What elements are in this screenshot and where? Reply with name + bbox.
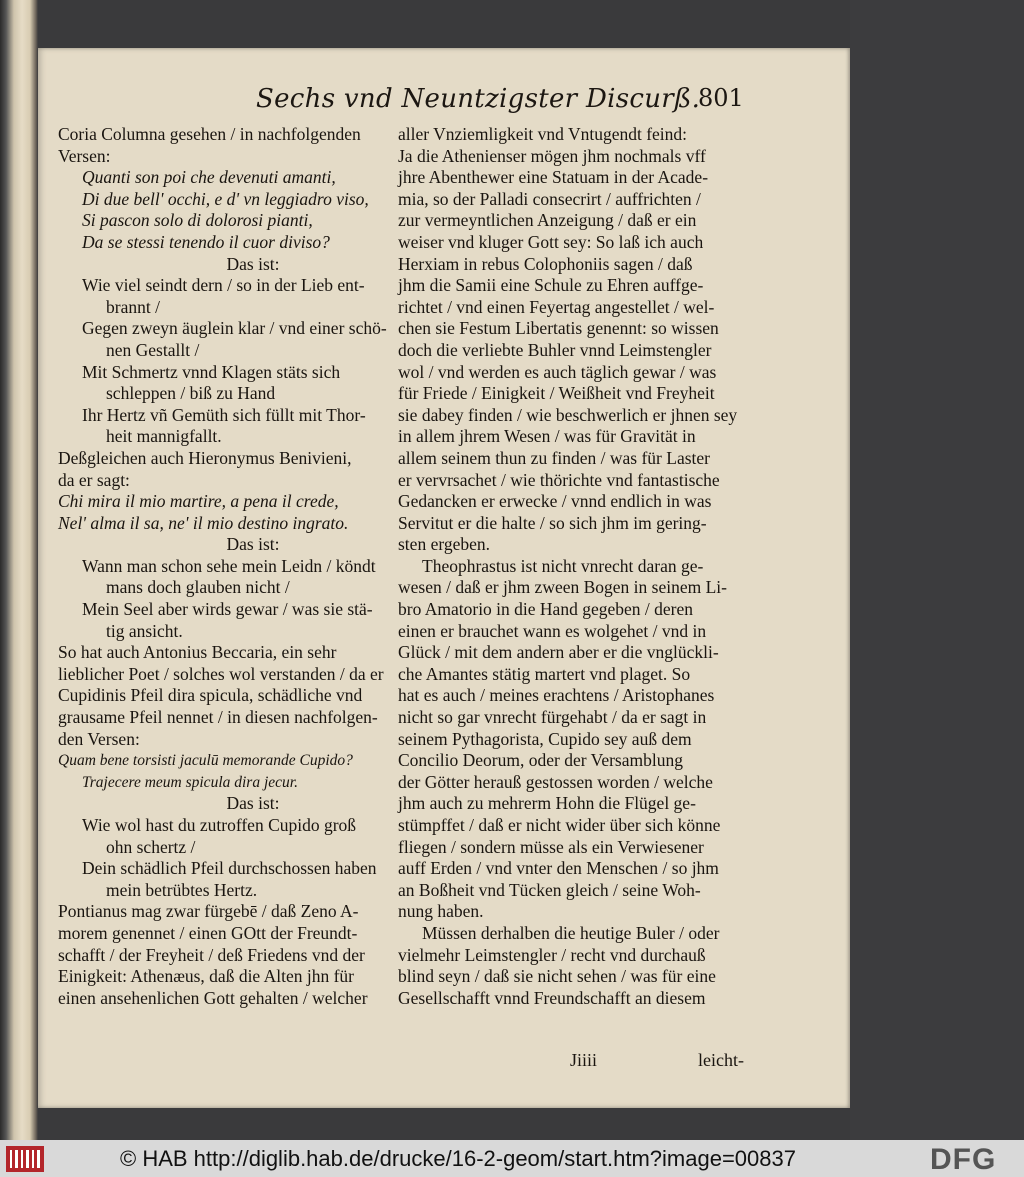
text-line: einen er brauchet wann es wolgehet / vnd in — [398, 620, 707, 641]
footer-bar — [0, 1140, 1024, 1177]
verse-line: Si pascon solo di dolorosi pianti, — [82, 210, 313, 231]
right-text-column — [398, 124, 738, 1009]
verse-line: Gegen zweyn äuglein klar / vnd einer schö- — [82, 318, 387, 339]
text-line: stümpffet / daß er nicht wider über sich könne — [398, 815, 721, 835]
verse-line: Dein schädlich Pfeil durchschossen haben — [82, 858, 377, 879]
text-line: nicht so gar vnrecht fürgehabt / da er sagt in — [398, 707, 707, 728]
verse-line: brannt / — [106, 296, 160, 317]
running-title: Sechs vnd Neuntzigster Discurß. — [256, 84, 701, 114]
text-line: Müssen derhalben die heutige Buler / oder — [422, 922, 720, 943]
verse-line: Mit Schmertz vnnd Klagen stäts sich — [82, 361, 341, 382]
text-line: der Götter herauß gestossen worden / welche — [398, 771, 713, 792]
section-label: Das ist: — [226, 253, 280, 274]
text-line: Servitut er die halte / so sich jhm im gering- — [398, 512, 707, 533]
text-line: Ja die Athenienser mögen jhm nochmals vff — [398, 145, 706, 166]
text-line: doch die verliebte Buhler vnnd Leimstengler — [398, 339, 712, 360]
text-line: grausame Pfeil nennet / in diesen nachfolgen- — [58, 707, 378, 728]
verse-line: Chi mira il mio martire, a pena il crede, — [58, 491, 339, 512]
text-line: hat es auch / meines erachtens / Aristophanes — [398, 685, 715, 706]
text-line: Pontianus mag zwar fürgebē / daß Zeno A- — [58, 901, 359, 922]
hab-barcode-icon — [6, 1146, 44, 1172]
book-page — [38, 48, 850, 1108]
verse-line: Ihr Hertz vñ Gemüth sich füllt mit Thor- — [82, 404, 366, 425]
text-line: nung haben. — [398, 901, 484, 922]
text-line: da er sagt: — [58, 469, 130, 490]
text-line: morem genennet / einen GOtt der Freundt- — [58, 922, 358, 943]
text-line: in allem jhrem Wesen / was für Gravität in — [398, 426, 696, 447]
text-line: wol / vnd werden es auch täglich gewar / was — [398, 361, 717, 382]
section-label: Das ist: — [226, 793, 280, 814]
text-line: vielmehr Leimstengler / recht vnd durchauß — [398, 944, 706, 965]
text-line: Versen: — [58, 145, 111, 166]
verse-line: Wann man schon sehe mein Leidn / köndt — [82, 555, 376, 576]
text-line: Glück / mit dem andern aber er die vnglückli- — [398, 642, 719, 663]
verse-line: Wie wol hast du zutroffen Cupido groß — [82, 815, 357, 835]
text-line: Concilio Deorum, oder der Versamblung — [398, 750, 683, 771]
text-line: schafft / der Freyheit / deß Friedens vnd der — [58, 944, 365, 965]
scan-background — [850, 0, 1024, 1140]
text-line: blind seyn / daß sie nicht sehen / was für eine — [398, 966, 716, 987]
text-line: seinem Pythagorista, Cupido sey auß dem — [398, 728, 692, 749]
verse-line: Da se stessi tenendo il cuor diviso? — [82, 231, 330, 252]
verse-line: Nel' alma il sa, ne' il mio destino ingrato. — [58, 512, 349, 533]
text-line: sten ergeben. — [398, 534, 491, 555]
adjacent-page-edge — [0, 0, 38, 1140]
verse-line: schleppen / biß zu Hand — [106, 383, 276, 404]
text-line: richtet / vnd einen Feyertag angestellet / wel- — [398, 296, 715, 317]
page-number: 801 — [698, 84, 744, 112]
text-line: che Amantes stätig martert vnd plaget. So — [398, 663, 691, 684]
text-line: einen ansehenlichen Gott gehalten / welcher — [58, 987, 368, 1008]
copyright-url[interactable]: © HAB http://diglib.hab.de/drucke/16-2-geom/start.htm?image=00837 — [120, 1146, 796, 1171]
text-line: jhm die Samii eine Schule zu Ehren auffge- — [398, 275, 704, 296]
verse-line: Trajecere meum spicula dira jecur. — [82, 773, 298, 791]
verse-line: Di due bell' occhi, e d' vn leggiadro viso, — [82, 188, 369, 209]
text-line: aller Vnziemligkeit vnd Vntugendt feind: — [398, 124, 688, 144]
dfg-logo: DFG — [930, 1143, 997, 1176]
verse-line: mans doch glauben nicht / — [106, 577, 290, 598]
text-line: bro Amatorio in die Hand gegeben / deren — [398, 599, 693, 620]
verse-line: mein betrübtes Hertz. — [106, 879, 258, 900]
verse-line: tig ansicht. — [106, 620, 183, 641]
text-line: chen sie Festum Libertatis genennt: so wissen — [398, 318, 719, 339]
text-line: den Versen: — [58, 728, 140, 749]
catchword: leicht- — [698, 1050, 744, 1070]
signature-mark: Jiiii — [570, 1050, 598, 1070]
running-head — [38, 84, 850, 118]
text-line: fliegen / sondern müsse als ein Verwiesener — [398, 836, 704, 857]
section-label: Das ist: — [226, 534, 280, 555]
text-line: zur vermeyntlichen Anzeigung / daß er ein — [398, 210, 697, 231]
text-line: weiser vnd kluger Gott sey: So laß ich auch — [398, 231, 704, 252]
left-text-column — [58, 124, 408, 1009]
text-line: Cupidinis Pfeil dira spicula, schädliche vnd — [58, 685, 363, 706]
text-line: Einigkeit: Athenæus, daß die Alten jhn für — [58, 966, 355, 987]
text-line: an Boßheit vnd Tücken gleich / seine Woh- — [398, 879, 701, 900]
text-line: sie dabey finden / wie beschwerlich er jhnen sey — [398, 404, 738, 425]
text-line: Deßgleichen auch Hieronymus Benivieni, — [58, 447, 352, 468]
text-line: mia, so der Palladi consecrirt / auffrichten / — [398, 188, 701, 209]
verse-line: nen Gestallt / — [106, 339, 200, 360]
verse-line: Quam bene torsisti jaculū memorande Cupido? — [58, 752, 353, 770]
text-line: Herxiam in rebus Colophoniis sagen / daß — [398, 253, 693, 274]
text-line: jhre Abenthewer eine Statuam in der Acade- — [398, 167, 709, 188]
text-line: Coria Columna gesehen / in nachfolgenden — [58, 124, 361, 144]
text-line: er vervrsachet / wie thörichte vnd fantastische — [398, 469, 720, 490]
text-line: für Friede / Einigkeit / Weißheit vnd Freyheit — [398, 383, 715, 404]
text-line: Gesellschafft vnnd Freundschafft an diesem — [398, 987, 706, 1008]
text-line: So hat auch Antonius Beccaria, ein sehr — [58, 642, 337, 663]
verse-line: heit mannigfallt. — [106, 426, 222, 447]
text-line: Gedancken er erwecke / vnnd endlich in was — [398, 491, 712, 512]
text-line: lieblicher Poet / solches wol verstanden / da er — [58, 663, 384, 684]
verse-line: Mein Seel aber wirds gewar / was sie stä- — [82, 599, 373, 620]
text-line: auff Erden / vnd vnter den Menschen / so jhm — [398, 858, 719, 879]
text-line: allem seinem thun zu finden / was für Laster — [398, 447, 710, 468]
verse-line: ohn schertz / — [106, 836, 196, 857]
verse-line: Wie viel seindt dern / so in der Lieb ent- — [82, 275, 365, 296]
text-line: Theophrastus ist nicht vnrecht daran ge- — [422, 555, 704, 576]
text-line: wesen / daß er jhm zween Bogen in seinem Li- — [398, 577, 727, 598]
verse-line: Quanti son poi che devenuti amanti, — [82, 167, 336, 188]
text-line: jhm auch zu mehrerm Hohn die Flügel ge- — [398, 793, 696, 814]
